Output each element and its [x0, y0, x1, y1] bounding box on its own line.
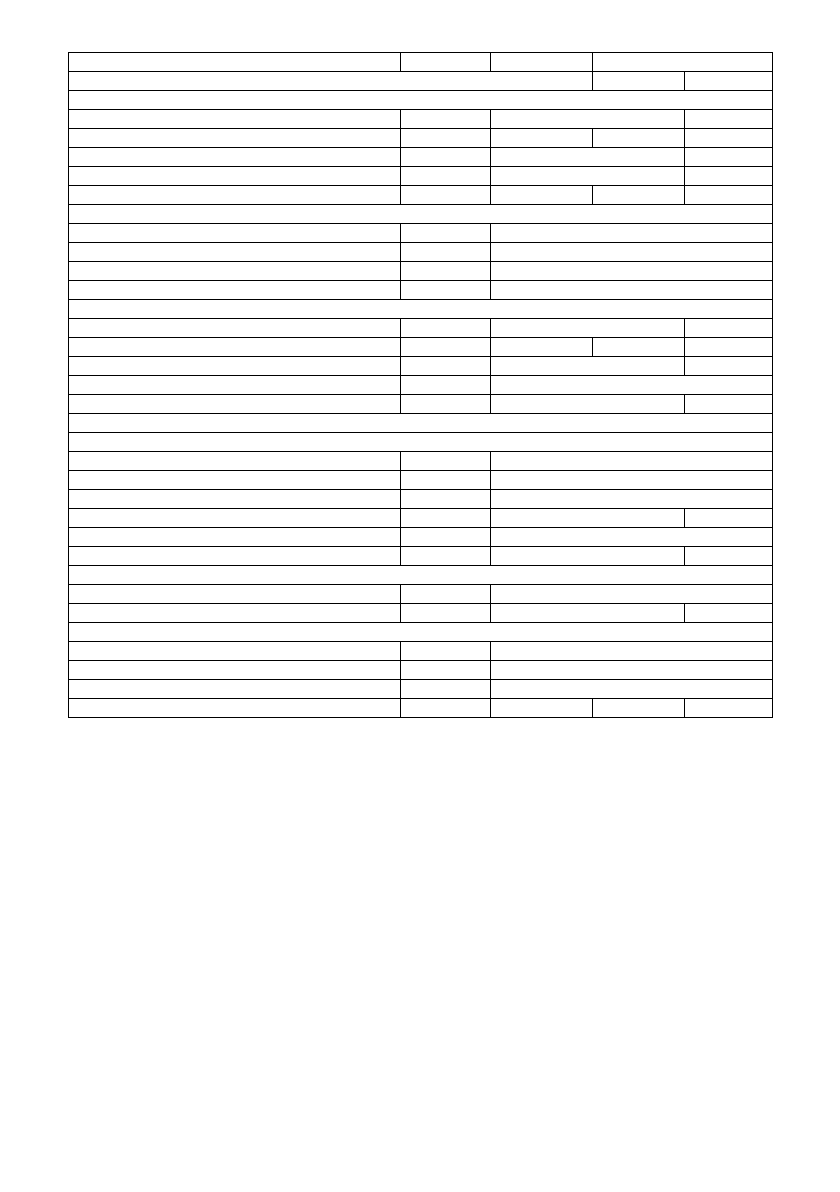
cell-bc [491, 319, 685, 338]
cell-a [401, 129, 491, 148]
table-row [69, 338, 773, 357]
cell-c [593, 699, 685, 718]
cell-a [401, 452, 491, 471]
table-row [69, 395, 773, 414]
cell-rest [491, 585, 773, 604]
cell-label [69, 604, 401, 623]
cell-a [401, 680, 491, 699]
table-row [69, 243, 773, 262]
table-row [69, 186, 773, 205]
cell-d [685, 604, 773, 623]
cell-a [401, 186, 491, 205]
cell-b [491, 186, 593, 205]
table-row [69, 699, 773, 718]
table-row [69, 205, 773, 224]
table-row [69, 490, 773, 509]
cell-label [69, 357, 401, 376]
cell-a [401, 642, 491, 661]
cell-a [401, 53, 491, 72]
cell-label [69, 585, 401, 604]
table-row [69, 471, 773, 490]
cell-label [69, 490, 401, 509]
cell-d [685, 72, 773, 91]
cell-rest [491, 528, 773, 547]
cell-d [685, 129, 773, 148]
cell-a [401, 357, 491, 376]
cell-rest [491, 376, 773, 395]
cell-label [69, 661, 401, 680]
cell-label-wide [69, 72, 593, 91]
cell-label [69, 148, 401, 167]
cell-label [69, 338, 401, 357]
cell-fullwidth [69, 414, 773, 433]
table-row [69, 509, 773, 528]
cell-fullwidth [69, 433, 773, 452]
table-row [69, 452, 773, 471]
cell-a [401, 471, 491, 490]
cell-bc [491, 110, 685, 129]
cell-a [401, 319, 491, 338]
table-row [69, 433, 773, 452]
cell-c [593, 129, 685, 148]
cell-a [401, 262, 491, 281]
cell-b [491, 53, 593, 72]
table-row [69, 224, 773, 243]
cell-label [69, 471, 401, 490]
table-row [69, 642, 773, 661]
cell-rest [491, 471, 773, 490]
cell-label [69, 395, 401, 414]
cell-a [401, 509, 491, 528]
cell-label [69, 281, 401, 300]
cell-d [685, 357, 773, 376]
cell-bc [491, 395, 685, 414]
cell-rest [491, 243, 773, 262]
cell-label [69, 319, 401, 338]
table-row [69, 547, 773, 566]
table-row [69, 623, 773, 642]
cell-bc [491, 604, 685, 623]
cell-a [401, 148, 491, 167]
cell-d [685, 319, 773, 338]
cell-bc [491, 167, 685, 186]
cell-label [69, 528, 401, 547]
cell-bc [491, 509, 685, 528]
table-row [69, 72, 773, 91]
cell-c [593, 338, 685, 357]
cell-a [401, 547, 491, 566]
cell-label [69, 224, 401, 243]
cell-d [685, 395, 773, 414]
cell-b [491, 338, 593, 357]
table-row [69, 319, 773, 338]
cell-fullwidth [69, 300, 773, 319]
table-row [69, 281, 773, 300]
cell-label [69, 376, 401, 395]
table-row [69, 148, 773, 167]
cell-rest [491, 490, 773, 509]
cell-b [491, 699, 593, 718]
cell-label [69, 680, 401, 699]
table-row [69, 680, 773, 699]
cell-a [401, 395, 491, 414]
cell-label [69, 452, 401, 471]
cell-bc [491, 547, 685, 566]
cell-a [401, 490, 491, 509]
cell-d [685, 148, 773, 167]
cell-d [685, 338, 773, 357]
table-row [69, 414, 773, 433]
table-row [69, 91, 773, 110]
cell-a [401, 224, 491, 243]
cell-cd [593, 53, 773, 72]
cell-label [69, 129, 401, 148]
cell-a [401, 338, 491, 357]
cell-d [685, 186, 773, 205]
cell-label [69, 167, 401, 186]
table-row [69, 262, 773, 281]
cell-label [69, 547, 401, 566]
table-row [69, 53, 773, 72]
cell-rest [491, 281, 773, 300]
cell-b [491, 129, 593, 148]
cell-label [69, 509, 401, 528]
specification-table [68, 52, 773, 718]
cell-a [401, 376, 491, 395]
table-row [69, 528, 773, 547]
table-row [69, 604, 773, 623]
table-row [69, 566, 773, 585]
cell-rest [491, 661, 773, 680]
cell-a [401, 699, 491, 718]
table-row [69, 661, 773, 680]
cell-a [401, 243, 491, 262]
cell-c [593, 186, 685, 205]
cell-bc [491, 148, 685, 167]
cell-a [401, 528, 491, 547]
cell-d [685, 699, 773, 718]
cell-d [685, 547, 773, 566]
cell-label [69, 642, 401, 661]
cell-fullwidth [69, 91, 773, 110]
cell-rest [491, 680, 773, 699]
cell-label [69, 186, 401, 205]
cell-d [685, 167, 773, 186]
cell-a [401, 604, 491, 623]
table-row [69, 167, 773, 186]
cell-label [69, 262, 401, 281]
cell-a [401, 585, 491, 604]
cell-a [401, 110, 491, 129]
cell-label [69, 699, 401, 718]
cell-rest [491, 452, 773, 471]
cell-label [69, 243, 401, 262]
cell-d [685, 509, 773, 528]
table-row [69, 300, 773, 319]
table-row [69, 129, 773, 148]
cell-d [685, 110, 773, 129]
cell-label [69, 110, 401, 129]
table-row [69, 357, 773, 376]
cell-a [401, 167, 491, 186]
cell-fullwidth [69, 566, 773, 585]
cell-rest [491, 224, 773, 243]
cell-fullwidth [69, 205, 773, 224]
cell-rest [491, 262, 773, 281]
table-row [69, 110, 773, 129]
table-row [69, 376, 773, 395]
cell-rest [491, 642, 773, 661]
cell-a [401, 661, 491, 680]
cell-bc [491, 357, 685, 376]
table-row [69, 585, 773, 604]
cell-c [593, 72, 685, 91]
cell-label [69, 53, 401, 72]
cell-fullwidth [69, 623, 773, 642]
cell-a [401, 281, 491, 300]
